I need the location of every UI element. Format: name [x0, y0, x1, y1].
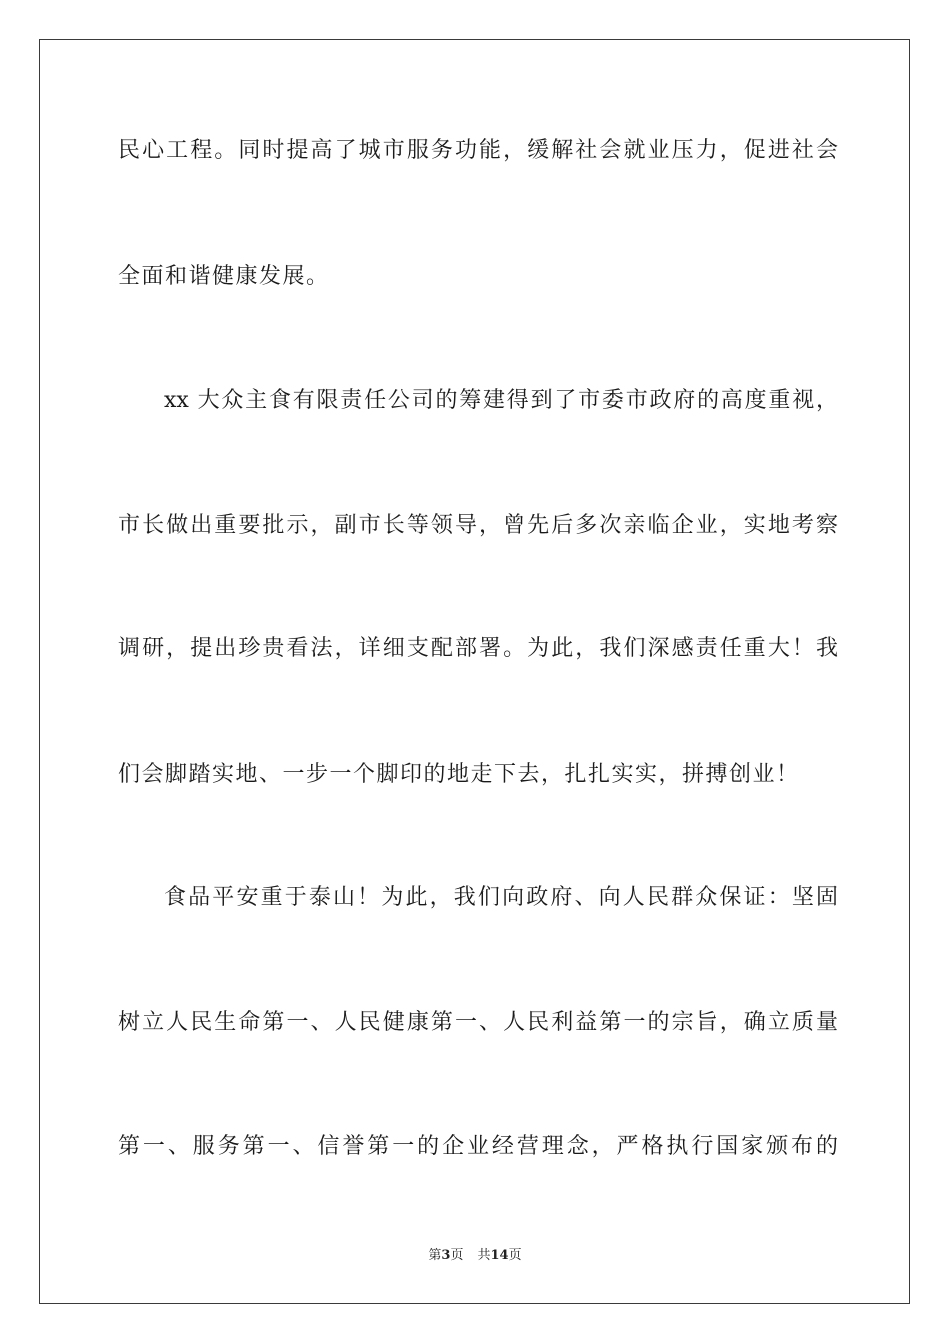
page-label-prefix: 第	[428, 1248, 442, 1263]
body-text-line: 第一、服务第一、信誉第一的企业经营理念，严格执行国家颁布的	[118, 1134, 838, 1159]
page-border	[39, 39, 910, 1304]
page-footer	[0, 1248, 950, 1264]
current-page-number: 3	[441, 1248, 451, 1263]
paragraph-first-line: xx 大众主食有限责任公司的筹建得到了市委市政府的高度重视，	[164, 388, 838, 413]
body-text-line: 们会脚踏实地、一步一个脚印的地走下去，扎扎实实，拼搏创业！	[118, 762, 800, 787]
total-label-prefix: 共	[477, 1248, 491, 1263]
paragraph-first-line: 食品平安重于泰山！为此，我们向政府、向人民群众保证：坚固	[164, 885, 838, 910]
body-text-line: 民心工程。同时提高了城市服务功能，缓解社会就业压力，促进社会	[118, 138, 838, 163]
body-text-line: 全面和谐健康发展。	[118, 264, 330, 289]
total-label-suffix: 页	[508, 1248, 522, 1263]
body-text-line: 调研，提出珍贵看法，详细支配部署。为此，我们深感责任重大！我	[118, 636, 838, 661]
total-page-count: 14	[490, 1248, 509, 1263]
page-label-suffix: 页	[450, 1248, 464, 1263]
body-text-line: 树立人民生命第一、人民健康第一、人民利益第一的宗旨，确立质量	[118, 1010, 838, 1035]
body-text-line: 市长做出重要批示，副市长等领导，曾先后多次亲临企业，实地考察	[118, 513, 838, 538]
